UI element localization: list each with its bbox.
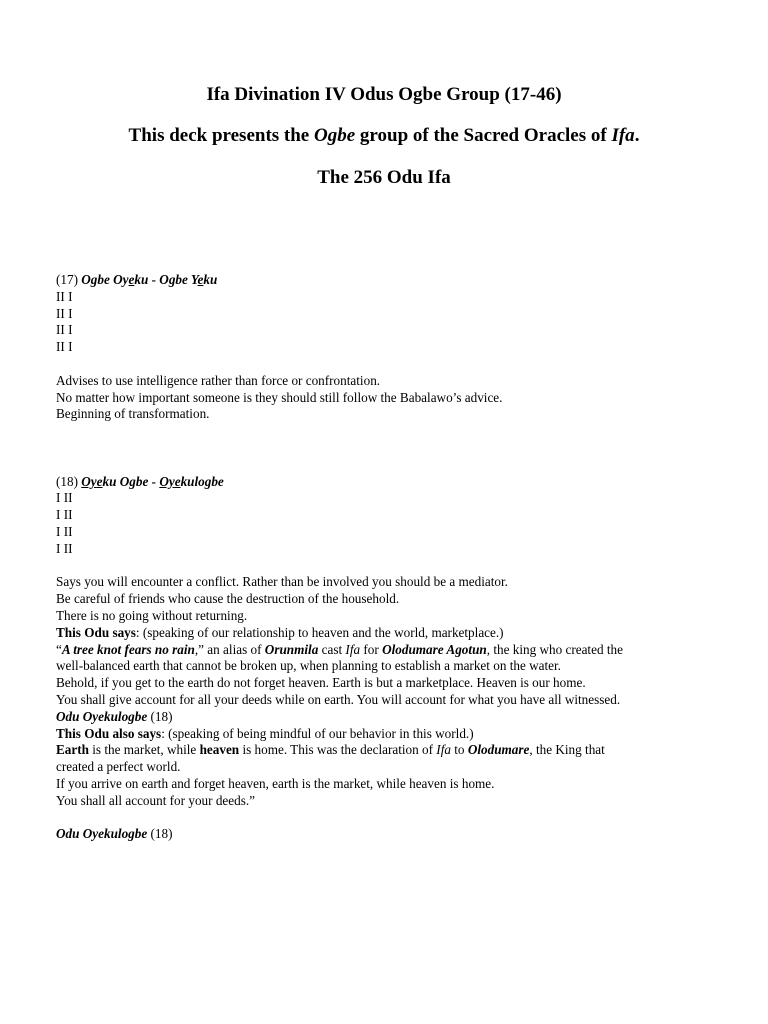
odu-18-name-c-u: Oy (159, 473, 175, 489)
odu-17-mark: II I (56, 339, 73, 355)
odu-18-mark: I II (56, 507, 73, 523)
arrive-line: If you arrive on earth and forget heaven, earth is the market, while heaven is home. (56, 775, 495, 791)
odu-18-heading (56, 474, 736, 491)
orunmila: Orunmila (264, 641, 319, 657)
quote-mid-2: cast (318, 641, 346, 657)
subtitle (0, 125, 768, 147)
behold-line: Behold, if you get to the earth do not forget heaven. Earth is but a marketplace. Heaven is our home. (56, 675, 586, 691)
ifa-name: Ifa (345, 641, 361, 657)
odu-17-name-c: ku (203, 272, 218, 287)
deeds-line: You shall all account for your deeds.” (56, 792, 255, 808)
olodumare-agotun: Olodumare Agotun (382, 641, 487, 657)
document-body (56, 272, 736, 843)
decl-4: , the King that (529, 742, 605, 758)
odu-18-name-a-u: Oy (81, 473, 97, 489)
heaven-word: heaven (199, 742, 240, 758)
decl-3: to (450, 742, 468, 758)
odu-final-num: (18) (147, 826, 173, 842)
odu-final-reference (56, 826, 736, 843)
quote-line (56, 642, 736, 659)
odu-18-number: (18) (56, 473, 82, 489)
odu-18-text: Be careful of friends who cause the destruction of the household. (56, 591, 400, 607)
section-title: The 256 Odu Ifa (317, 167, 451, 188)
odu-17-name-a: Ogbe Oy (81, 272, 129, 287)
subtitle-ogbe: Ogbe (314, 125, 356, 146)
quote-mid-1: ,” an alias of (194, 641, 265, 657)
odu-17-name-b-u: e (197, 272, 204, 287)
odu-says-line (56, 625, 736, 642)
odu-says-rest: : (speaking of our relationship to heaven and the world, marketplace.) (135, 624, 504, 640)
odu-also-says-line (56, 726, 736, 743)
odu-18-mark: I II (56, 523, 73, 539)
odu-17-mark: II I (56, 305, 73, 321)
odu-17-number: (17) (56, 272, 82, 287)
odu-17-name-b: ku - Ogbe Y (134, 272, 198, 287)
odu-also-says-rest: : (speaking of being mindful of our behavior in this world.) (161, 725, 474, 741)
odu-reference-num: (18) (147, 708, 173, 724)
olodumare: Olodumare (467, 742, 530, 758)
decl-1: is the market, while (88, 742, 200, 758)
odu-18-name-b: ku Ogbe - (102, 473, 160, 489)
decl-ifa: Ifa (436, 742, 451, 758)
account-line: You shall give account for all your deeds while on earth. You will account for what you have all witnessed. (56, 691, 621, 707)
odu-also-says-label: This Odu also says (56, 725, 162, 741)
subtitle-ifa: Ifa (611, 125, 635, 146)
odu-17-text: Advises to use intelligence rather than force or confrontation. (56, 372, 381, 388)
odu-17-mark: II I (56, 288, 73, 304)
subtitle-text-a: This deck presents the (128, 125, 314, 146)
quote-open: “ (56, 641, 62, 657)
odu-final-name: Odu Oyekulogbe (56, 826, 148, 842)
perfect-world-line: created a perfect world. (56, 759, 181, 775)
odu-18-name-d: kulogbe (180, 473, 224, 489)
subtitle-text-b: group of the Sacred Oracles of (355, 125, 612, 146)
odu-17-name-a-u: e (128, 272, 135, 287)
odu-18-text: Says you will encounter a conflict. Rather than be involved you should be a mediator. (56, 574, 508, 590)
odu-reference (56, 709, 736, 726)
odu-17-heading (56, 272, 736, 289)
odu-18-mark: I II (56, 540, 73, 556)
subtitle-period: . (634, 125, 640, 146)
odu-17-text: Beginning of transformation. (56, 406, 210, 422)
page-title: Ifa Divination IV Odus Ogbe Group (17-46) (206, 84, 562, 105)
quote-end: , the king who created the (486, 641, 623, 657)
earth-word: Earth (56, 742, 89, 758)
decl-2: is home. This was the declaration of (239, 742, 437, 758)
odu-18-name-c-u2: e (174, 473, 181, 489)
quote-mid-3: for (360, 641, 383, 657)
odu-reference-name: Odu Oyekulogbe (56, 708, 148, 724)
odu-18-mark: I II (56, 490, 73, 506)
odu-18-text: There is no going without returning. (56, 607, 248, 623)
quote-line-2: well-balanced earth that cannot be broken up, when planning to establish a market on the water. (56, 658, 561, 674)
odu-17-mark: II I (56, 322, 73, 338)
odu-says-label: This Odu says (56, 624, 136, 640)
quote-bold: A tree knot fears no rain (61, 641, 195, 657)
declaration-line (56, 742, 736, 759)
odu-18-name-a-u2: e (96, 473, 103, 489)
title-block (0, 84, 768, 189)
odu-17-text: No matter how important someone is they should still follow the Babalawo’s advice. (56, 389, 503, 405)
